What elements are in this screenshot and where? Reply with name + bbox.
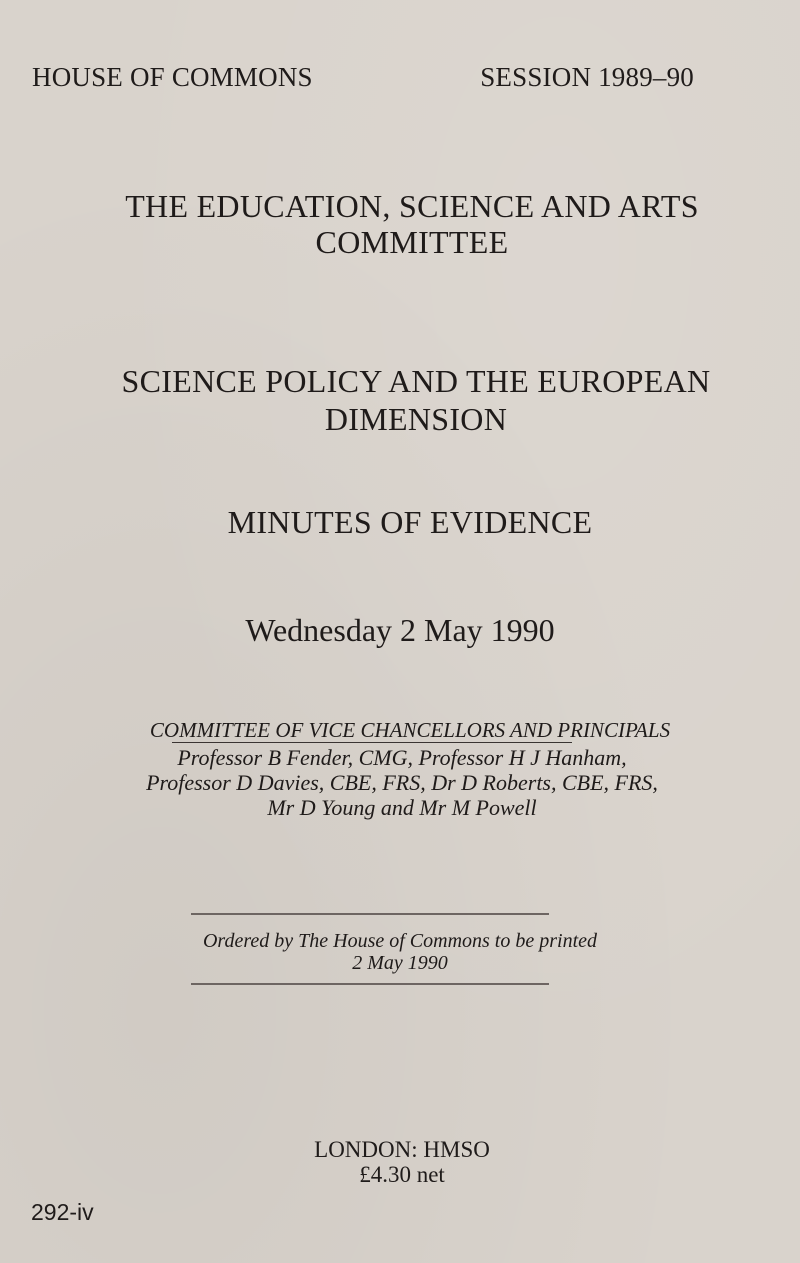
evidence-date: Wednesday 2 May 1990 [245,612,555,648]
printing-order [0,930,800,974]
subject-title [0,362,800,438]
publisher-place: LONDON: HMSO [314,1137,490,1162]
organisation-heading: COMMITTEE OF VICE CHANCELLORS AND PRINCIPALS [149,718,671,742]
committee-title-line2: COMMITTEE [315,224,509,260]
witness-line-2: Professor D Davies, CBE, FRS, Dr D Roberts, CBE, FRS, [146,770,658,795]
organisation-underline [172,742,572,743]
document-reference-number: 292-iv [31,1199,94,1225]
subject-title-line1: SCIENCE POLICY AND THE EUROPEAN [121,363,711,399]
witness-line-3: Mr D Young and Mr M Powell [267,795,537,820]
divider-top [191,913,549,915]
witness-list [0,745,800,820]
printing-order-date: 2 May 1990 [352,952,448,974]
printing-order-line1: Ordered by The House of Commons to be printed [202,930,598,952]
committee-title-line1: THE EDUCATION, SCIENCE AND ARTS [125,188,699,224]
price: £4.30 net [359,1162,445,1187]
committee-title [0,188,800,260]
session-header: SESSION 1989–90 [480,62,694,92]
divider-bottom [191,983,549,985]
publisher-block [0,1137,800,1187]
minutes-of-evidence-title: MINUTES OF EVIDENCE [227,504,593,540]
witness-line-1: Professor B Fender, CMG, Professor H J Hanham, [177,745,627,770]
house-of-commons-header: HOUSE OF COMMONS [32,62,313,92]
subject-title-line2: DIMENSION [324,401,508,437]
